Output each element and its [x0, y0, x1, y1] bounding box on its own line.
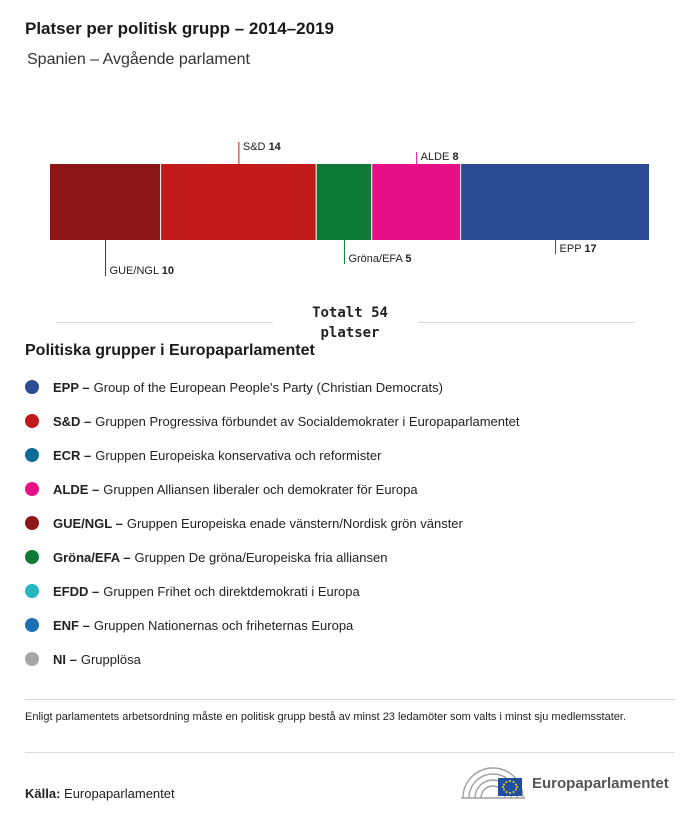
- legend-desc: Gruppen Alliansen liberaler och demokrater för Europa: [103, 481, 418, 497]
- bar-segment-gue-ngl: [50, 164, 160, 240]
- legend-abbr: ENF –: [53, 617, 90, 633]
- logo: [460, 763, 680, 803]
- footer-divider-bottom: [25, 752, 675, 753]
- legend-dot-icon: [25, 584, 39, 598]
- stacked-bar-chart: [0, 0, 700, 300]
- legend-dot-icon: [25, 516, 39, 530]
- legend-dot-icon: [25, 618, 39, 632]
- legend-item: [25, 404, 685, 438]
- bar-segment-gr-na-efa: [317, 164, 372, 240]
- legend-desc: Gruppen Progressiva förbundet av Socialdemokrater i Europaparlamentet: [95, 413, 520, 429]
- legend-item: [25, 574, 685, 608]
- bar-segment-alde: [372, 164, 460, 240]
- divider-left: [56, 322, 273, 323]
- source-label: Källa:: [25, 786, 61, 801]
- total-line-2: platser: [320, 325, 380, 341]
- legend-desc: Grupplösa: [80, 651, 141, 667]
- footer-divider-top: [25, 699, 675, 700]
- data-label: ALDE 8: [420, 151, 459, 163]
- source-value: Europaparlamentet: [64, 786, 175, 801]
- legend-item: [25, 506, 685, 540]
- chart-title: Platser per politisk grupp – 2014–2019: [25, 19, 334, 38]
- chart-subtitle: Spanien – Avgående parlament: [27, 51, 250, 68]
- legend-item: [25, 472, 685, 506]
- legend-dot-icon: [25, 380, 39, 394]
- legend-dot-icon: [25, 414, 39, 428]
- legend-desc: Group of the European People's Party (Christian Democrats): [93, 379, 443, 395]
- legend-abbr: GUE/NGL –: [53, 515, 123, 531]
- legend-dot-icon: [25, 550, 39, 564]
- legend-desc: Gruppen Europeiska konservativa och reformister: [95, 447, 382, 463]
- legend-abbr: NI –: [53, 651, 77, 667]
- legend: [25, 370, 685, 676]
- source: [25, 786, 175, 801]
- data-label: S&D 14: [242, 141, 281, 153]
- data-label: GUE/NGL 10: [109, 265, 174, 277]
- legend-item: [25, 608, 685, 642]
- legend-desc: Gruppen Nationernas och friheternas Europa: [93, 617, 354, 633]
- legend-abbr: ECR –: [53, 447, 92, 463]
- bar-segment-epp: [461, 164, 649, 240]
- legend-title: Politiska grupper i Europaparlamentet: [25, 342, 315, 359]
- legend-desc: Gruppen Europeiska enade vänstern/Nordisk grön vänster: [126, 515, 463, 531]
- bar-segment-s-d: [161, 164, 316, 240]
- legend-dot-icon: [25, 482, 39, 496]
- total-seats-label: [278, 303, 422, 343]
- legend-dot-icon: [25, 448, 39, 462]
- legend-desc: Gruppen Frihet och direktdemokrati i Europa: [103, 583, 360, 599]
- legend-dot-icon: [25, 652, 39, 666]
- logo-text: Europaparlamentet: [532, 774, 669, 792]
- legend-abbr: Gröna/EFA –: [53, 549, 131, 565]
- footnote: Enligt parlamentets arbetsordning måste en politisk grupp bestå av minst 23 ledamöter som valts i minst sju medlemsstater.: [25, 711, 626, 723]
- total-line-1: Totalt 54: [312, 305, 388, 321]
- european-parliament-logo-icon: [460, 764, 526, 802]
- data-label: Gröna/EFA 5: [348, 253, 412, 265]
- legend-item: [25, 642, 685, 676]
- legend-abbr: EPP –: [53, 379, 90, 395]
- legend-item: [25, 370, 685, 404]
- legend-abbr: EFDD –: [53, 583, 100, 599]
- legend-abbr: S&D –: [53, 413, 92, 429]
- legend-item: [25, 540, 685, 574]
- divider-right: [418, 322, 634, 323]
- legend-abbr: ALDE –: [53, 481, 100, 497]
- legend-desc: Gruppen De gröna/Europeiska fria alliansen: [134, 549, 388, 565]
- legend-item: [25, 438, 685, 472]
- data-label: EPP 17: [559, 243, 597, 255]
